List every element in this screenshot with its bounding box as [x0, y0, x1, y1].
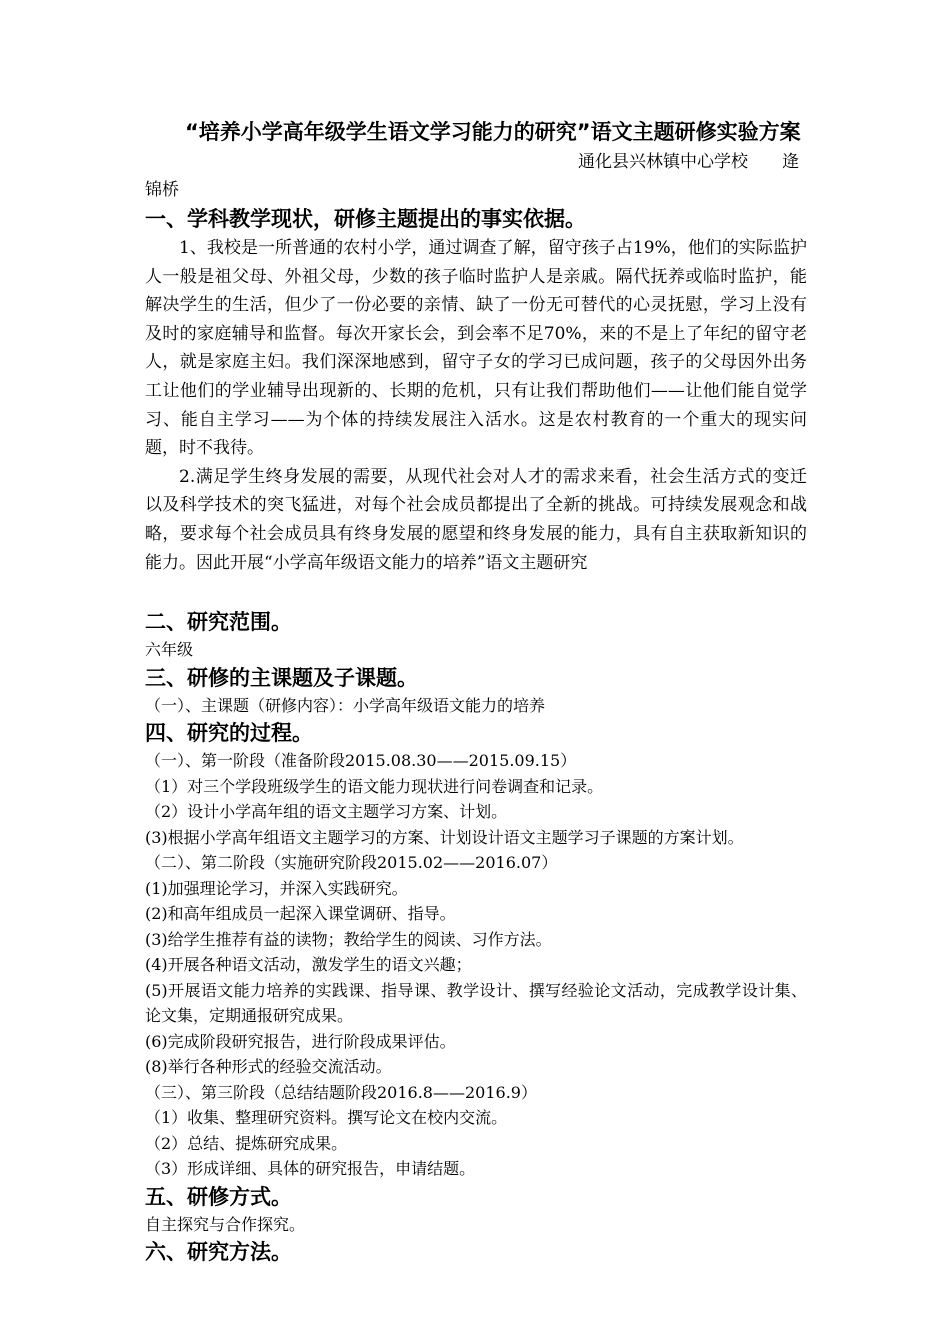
section-2-text: 六年级 — [145, 640, 194, 660]
section-5-heading: 五、研修方式。 — [145, 1184, 292, 1209]
author-school: 通化县兴林镇中心学校 逄 — [578, 152, 799, 172]
stage-2-item: (3)给学生推荐有益的读物；教给学生的阅读、习作方法。 — [145, 929, 552, 949]
section-1-paragraph-1: 1、我校是一所普通的农村小学，通过调查了解，留守孩子占19%，他们的实际监护人一般是祖父母、外祖父母，少数的孩子临时监护人是亲戚。隔代抚养或临时监护，能解决学生的生活，但少了一份必要的亲情、缺了一份无可替代的心灵抚慰，学习上没有及时的家庭辅导和监督。每次开家长会，到会率不足70%，来的不是上了年纪的留守老人，就是家庭主妇。我们深深地感到，留守子女的学习已成问题，孩子的父母因外出务工让他们的学业辅导出现新的、长期的危机，只有让我们帮助他们——让他们能自觉学习、能自主学习——为个体的持续发展注入活水。这是农村教育的一个重大的现实问题，时不我待。 — [145, 238, 807, 459]
spacer — [145, 577, 807, 607]
document-title: “培养小学高年级学生语文学习能力的研究”语文主题研修实验方案 — [185, 120, 801, 144]
section-1-paragraph-2: 2.满足学生终身发展的需要，从现代社会对人才的需求来看，社会生活方式的变迁以及科学技术的突飞猛进，对每个社会成员都提出了全新的挑战。可持续发展观念和战略，要求每个社会成员具有终身发展的愿望和终身发展的能力，具有自主获取新知识的能力。因此开展“小学高年级语文能力的培养”语文主题研究 — [145, 466, 807, 573]
stage-2-item: (6)完成阶段研究报告，进行阶段成果评估。 — [145, 1031, 456, 1051]
stage-2-item: (5)开展语文能力培养的实践课、指导课、教学设计、撰写经验论文活动，完成教学设计集、论文集，定期通报研究成果。 — [145, 980, 807, 1026]
stage-2-item: (4)开展各种语文活动，激发学生的语文兴趣； — [145, 955, 472, 975]
stage-2-heading: （二）、第二阶段（实施研究阶段2015.02——2016.07） — [145, 853, 558, 873]
stage-1-heading: （一）、第一阶段（准备阶段2015.08.30——2015.09.15） — [145, 751, 577, 771]
section-5-text: 自主探究与合作探究。 — [145, 1214, 306, 1234]
section-6-heading: 六、研究方法。 — [145, 1240, 292, 1265]
section-3-text: （一）、主课题（研修内容）：小学高年级语文能力的培养 — [145, 695, 546, 715]
section-3-heading: 三、研修的主课题及子课题。 — [145, 665, 418, 690]
stage-1-item: （2）设计小学高年组的语文主题学习方案、计划。 — [145, 802, 508, 822]
stage-2-item: (1)加强理论学习，并深入实践研究。 — [145, 878, 408, 898]
stage-3-item: （1）收集、整理研究资料。撰写论文在校内交流。 — [145, 1108, 508, 1128]
stage-1-item: (3)根据小学高年组语文主题学习的方案、计划设计语文主题学习子课题的方案计划。 — [145, 827, 744, 847]
section-1-heading: 一、学科教学现状，研修主题提出的事实依据。 — [145, 207, 586, 231]
stage-3-item: （2）总结、提炼研究成果。 — [145, 1133, 348, 1153]
document-page — [145, 118, 807, 1267]
author-name: 锦桥 — [145, 180, 179, 200]
stage-1-item: （1）对三个学段班级学生的语文能力现状进行问卷调查和记录。 — [145, 776, 604, 796]
stage-2-item: (8)举行各种形式的经验交流活动。 — [145, 1057, 392, 1077]
section-4-heading: 四、研究的过程。 — [145, 721, 313, 746]
stage-3-item: （3）形成详细、具体的研究报告，申请结题。 — [145, 1159, 476, 1179]
section-2-heading: 二、研究范围。 — [145, 610, 292, 635]
author-line — [145, 148, 807, 204]
stage-2-item: (2)和高年组成员一起深入课堂调研、指导。 — [145, 904, 456, 924]
stage-3-heading: （三）、第三阶段（总结结题阶段2016.8——2016.9） — [145, 1082, 537, 1102]
